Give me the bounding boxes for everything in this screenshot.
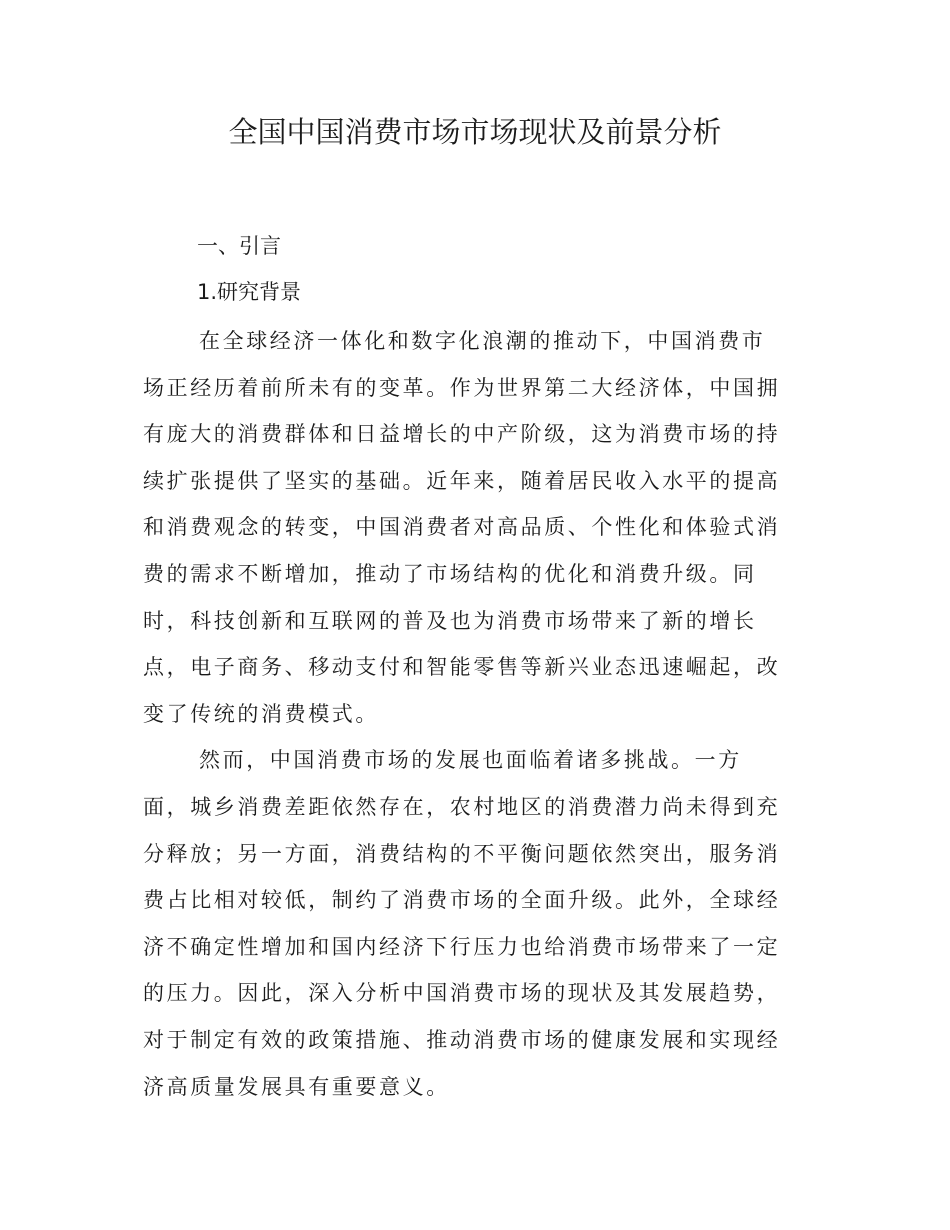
section-heading: 一、引言 [197,234,281,258]
paragraph-line: 有庞大的消费群体和日益增长的中产阶级，这为消费市场的持 [143,422,781,447]
paragraph-line: 费的需求不断增加，推动了市场结构的优化和消费升级。同 [143,561,757,586]
paragraph-line: 变了传统的消费模式。 [143,701,379,726]
paragraph-line: 对于制定有效的政策措施、推动消费市场的健康发展和实现经 [143,1027,781,1052]
paragraph [143,318,823,737]
subsection-heading: 1.研究背景 [197,280,302,304]
paragraph-line: 和消费观念的转变，中国消费者对高品质、个性化和体验式消 [143,515,781,540]
paragraph-line: 时，科技创新和互联网的普及也为消费市场带来了新的增长 [143,608,757,633]
paragraph [143,737,823,1110]
paragraph-line: 济高质量发展具有重要意义。 [143,1074,450,1099]
document-body [143,225,823,1110]
paragraph-line: 济不确定性增加和国内经济下行压力也给消费市场带来了一定 [143,934,781,959]
document-title: 全国中国消费市场市场现状及前景分析 [228,115,722,149]
paragraph-line: 在全球经济一体化和数字化浪潮的推动下，中国消费市 [199,329,766,353]
paragraph-line: 然而，中国消费市场的发展也面临着诸多挑战。一方 [199,748,742,773]
paragraph-line: 费占比相对较低，制约了消费市场的全面升级。此外，全球经 [143,888,781,913]
paragraph-line: 的压力。因此，深入分析中国消费市场的现状及其发展趋势， [143,981,781,1006]
paragraph-line: 点，电子商务、移动支付和智能零售等新兴业态迅速崛起，改 [143,655,781,680]
paragraph-line: 分释放；另一方面，消费结构的不平衡问题依然突出，服务消 [143,841,781,866]
paragraph-line: 续扩张提供了坚实的基础。近年来，随着居民收入水平的提高 [143,468,781,493]
paragraph-line: 场正经历着前所未有的变革。作为世界第二大经济体，中国拥 [143,375,781,400]
paragraph-line: 面，城乡消费差距依然存在，农村地区的消费潜力尚未得到充 [143,794,781,819]
